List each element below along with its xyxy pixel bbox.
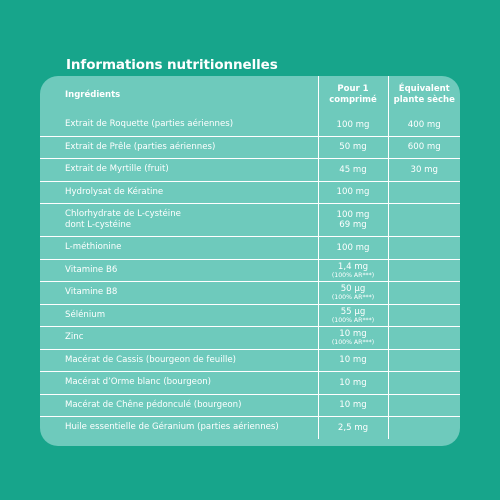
dry-equivalent-cell [388, 304, 460, 327]
dose-value: 50 µg [340, 284, 366, 295]
dose-cell [318, 417, 388, 439]
ingredient-name: Vitamine B8 [65, 287, 118, 298]
table-row [40, 114, 460, 136]
ingredient-name-cell [40, 417, 318, 439]
ingredient-name-cell [40, 114, 318, 136]
table-row [40, 159, 460, 182]
table-row [40, 304, 460, 327]
ingredient-name: Extrait de Myrtille (fruit) [65, 164, 169, 175]
table-row [40, 282, 460, 305]
table-row [40, 136, 460, 159]
table-row [40, 181, 460, 204]
table-row [40, 259, 460, 282]
dry-equivalent-cell [388, 237, 460, 260]
ingredient-name: Sélénium [65, 309, 106, 320]
ingredient-name: Extrait de Roquette (parties aériennes) [65, 119, 234, 130]
dose-value: 2,5 mg [337, 422, 369, 433]
dry-equivalent-cell [388, 349, 460, 372]
dry-equivalent-cell [388, 159, 460, 182]
ingredient-name: L-méthionine [65, 242, 122, 253]
table-row [40, 349, 460, 372]
dose-cell [318, 136, 388, 159]
ingredient-name-cell [40, 237, 318, 260]
ingredient-name-cell [40, 304, 318, 327]
dose-value: 10 mg [339, 400, 367, 411]
dose-cell [318, 282, 388, 305]
header-per-tablet [318, 76, 388, 114]
ingredient-name-cell [40, 181, 318, 204]
dose-cell [318, 372, 388, 395]
dry-equivalent-cell [388, 394, 460, 417]
table-row [40, 237, 460, 260]
ingredient-name: Huile essentielle de Géranium (parties aériennes) [65, 422, 279, 433]
ingredient-name: Macérat de Cassis (bourgeon de feuille) [65, 354, 236, 365]
nutrition-table-card [40, 76, 460, 446]
dry-equivalent-value: 30 mg [410, 164, 438, 175]
dose-cell [318, 204, 388, 237]
dose-cell [318, 349, 388, 372]
header-ingredients: Ingrédients [40, 76, 318, 114]
dry-equivalent-cell [388, 327, 460, 350]
dose-cell [318, 159, 388, 182]
dose-cell [318, 327, 388, 350]
header-per-tablet-line1: Pour 1 [337, 84, 369, 94]
dose-cell [318, 114, 388, 136]
dose-value: 10 mg [339, 329, 367, 340]
reference-intake: (100% AR***) [331, 271, 375, 279]
dry-equivalent-cell [388, 136, 460, 159]
ingredient-name-cell [40, 136, 318, 159]
dry-equivalent-cell [388, 259, 460, 282]
ingredient-name-cell [40, 259, 318, 282]
dose-value: 100 mg [336, 187, 370, 198]
nutrition-table [40, 76, 460, 439]
table-header-row [40, 76, 460, 114]
reference-intake: (100% AR***) [331, 316, 375, 324]
header-per-tablet-line2: comprimé [329, 95, 377, 105]
table-row [40, 327, 460, 350]
reference-intake: (100% AR***) [331, 339, 375, 347]
ingredient-name-cell [40, 394, 318, 417]
dose-value: 45 mg [339, 164, 367, 175]
dry-equivalent-value: 600 mg [407, 142, 441, 153]
ingredient-name: Hydrolysat de Kératine [65, 186, 164, 197]
ingredient-name: Vitamine B6 [65, 264, 118, 275]
ingredient-name-cell [40, 349, 318, 372]
ingredient-name-cell [40, 159, 318, 182]
dry-equivalent-cell [388, 114, 460, 136]
table-row [40, 394, 460, 417]
header-dry-equivalent-line1: Équivalent [398, 84, 450, 94]
dry-equivalent-cell [388, 417, 460, 439]
dose-cell [318, 237, 388, 260]
dose-value: 10 mg [339, 377, 367, 388]
page-title: Informations nutritionnelles [66, 57, 278, 73]
dry-equivalent-value: 400 mg [407, 119, 441, 130]
ingredient-name: Macérat d’Orme blanc (bourgeon) [65, 377, 212, 388]
dose-value: 100 mg [336, 119, 370, 130]
ingredient-name: Chlorhydrate de L-cystéine [65, 209, 181, 219]
dry-equivalent-cell [388, 372, 460, 395]
reference-intake: (100% AR***) [331, 294, 375, 302]
ingredient-name-cell [40, 204, 318, 237]
dose-cell [318, 304, 388, 327]
dry-equivalent-cell [388, 204, 460, 237]
ingredient-name-cell [40, 327, 318, 350]
dose-value: 10 mg [339, 355, 367, 366]
dose-cell [318, 181, 388, 204]
table-row [40, 204, 460, 237]
dose-cell [318, 394, 388, 417]
header-dry-equivalent [388, 76, 460, 114]
dose-value: 1,4 mg [337, 261, 369, 272]
dry-equivalent-cell [388, 181, 460, 204]
ingredient-subname: dont L-cystéine [65, 220, 132, 230]
dose-value: 55 µg [340, 306, 366, 317]
ingredient-name: Macérat de Chêne pédonculé (bourgeon) [65, 399, 242, 410]
dose-cell [318, 259, 388, 282]
dose-value: 100 mg [336, 242, 370, 253]
ingredient-name: Zinc [65, 332, 84, 343]
table-row [40, 417, 460, 439]
header-dry-equivalent-line2: plante sèche [393, 95, 455, 105]
ingredient-name: Extrait de Prêle (parties aériennes) [65, 141, 216, 152]
table-row [40, 372, 460, 395]
ingredient-name-cell [40, 282, 318, 305]
dose-value: 50 mg [339, 142, 367, 153]
dose-value: 100 mg [336, 210, 370, 220]
dry-equivalent-cell [388, 282, 460, 305]
dose-value-secondary: 69 mg [339, 220, 367, 230]
ingredient-name-cell [40, 372, 318, 395]
